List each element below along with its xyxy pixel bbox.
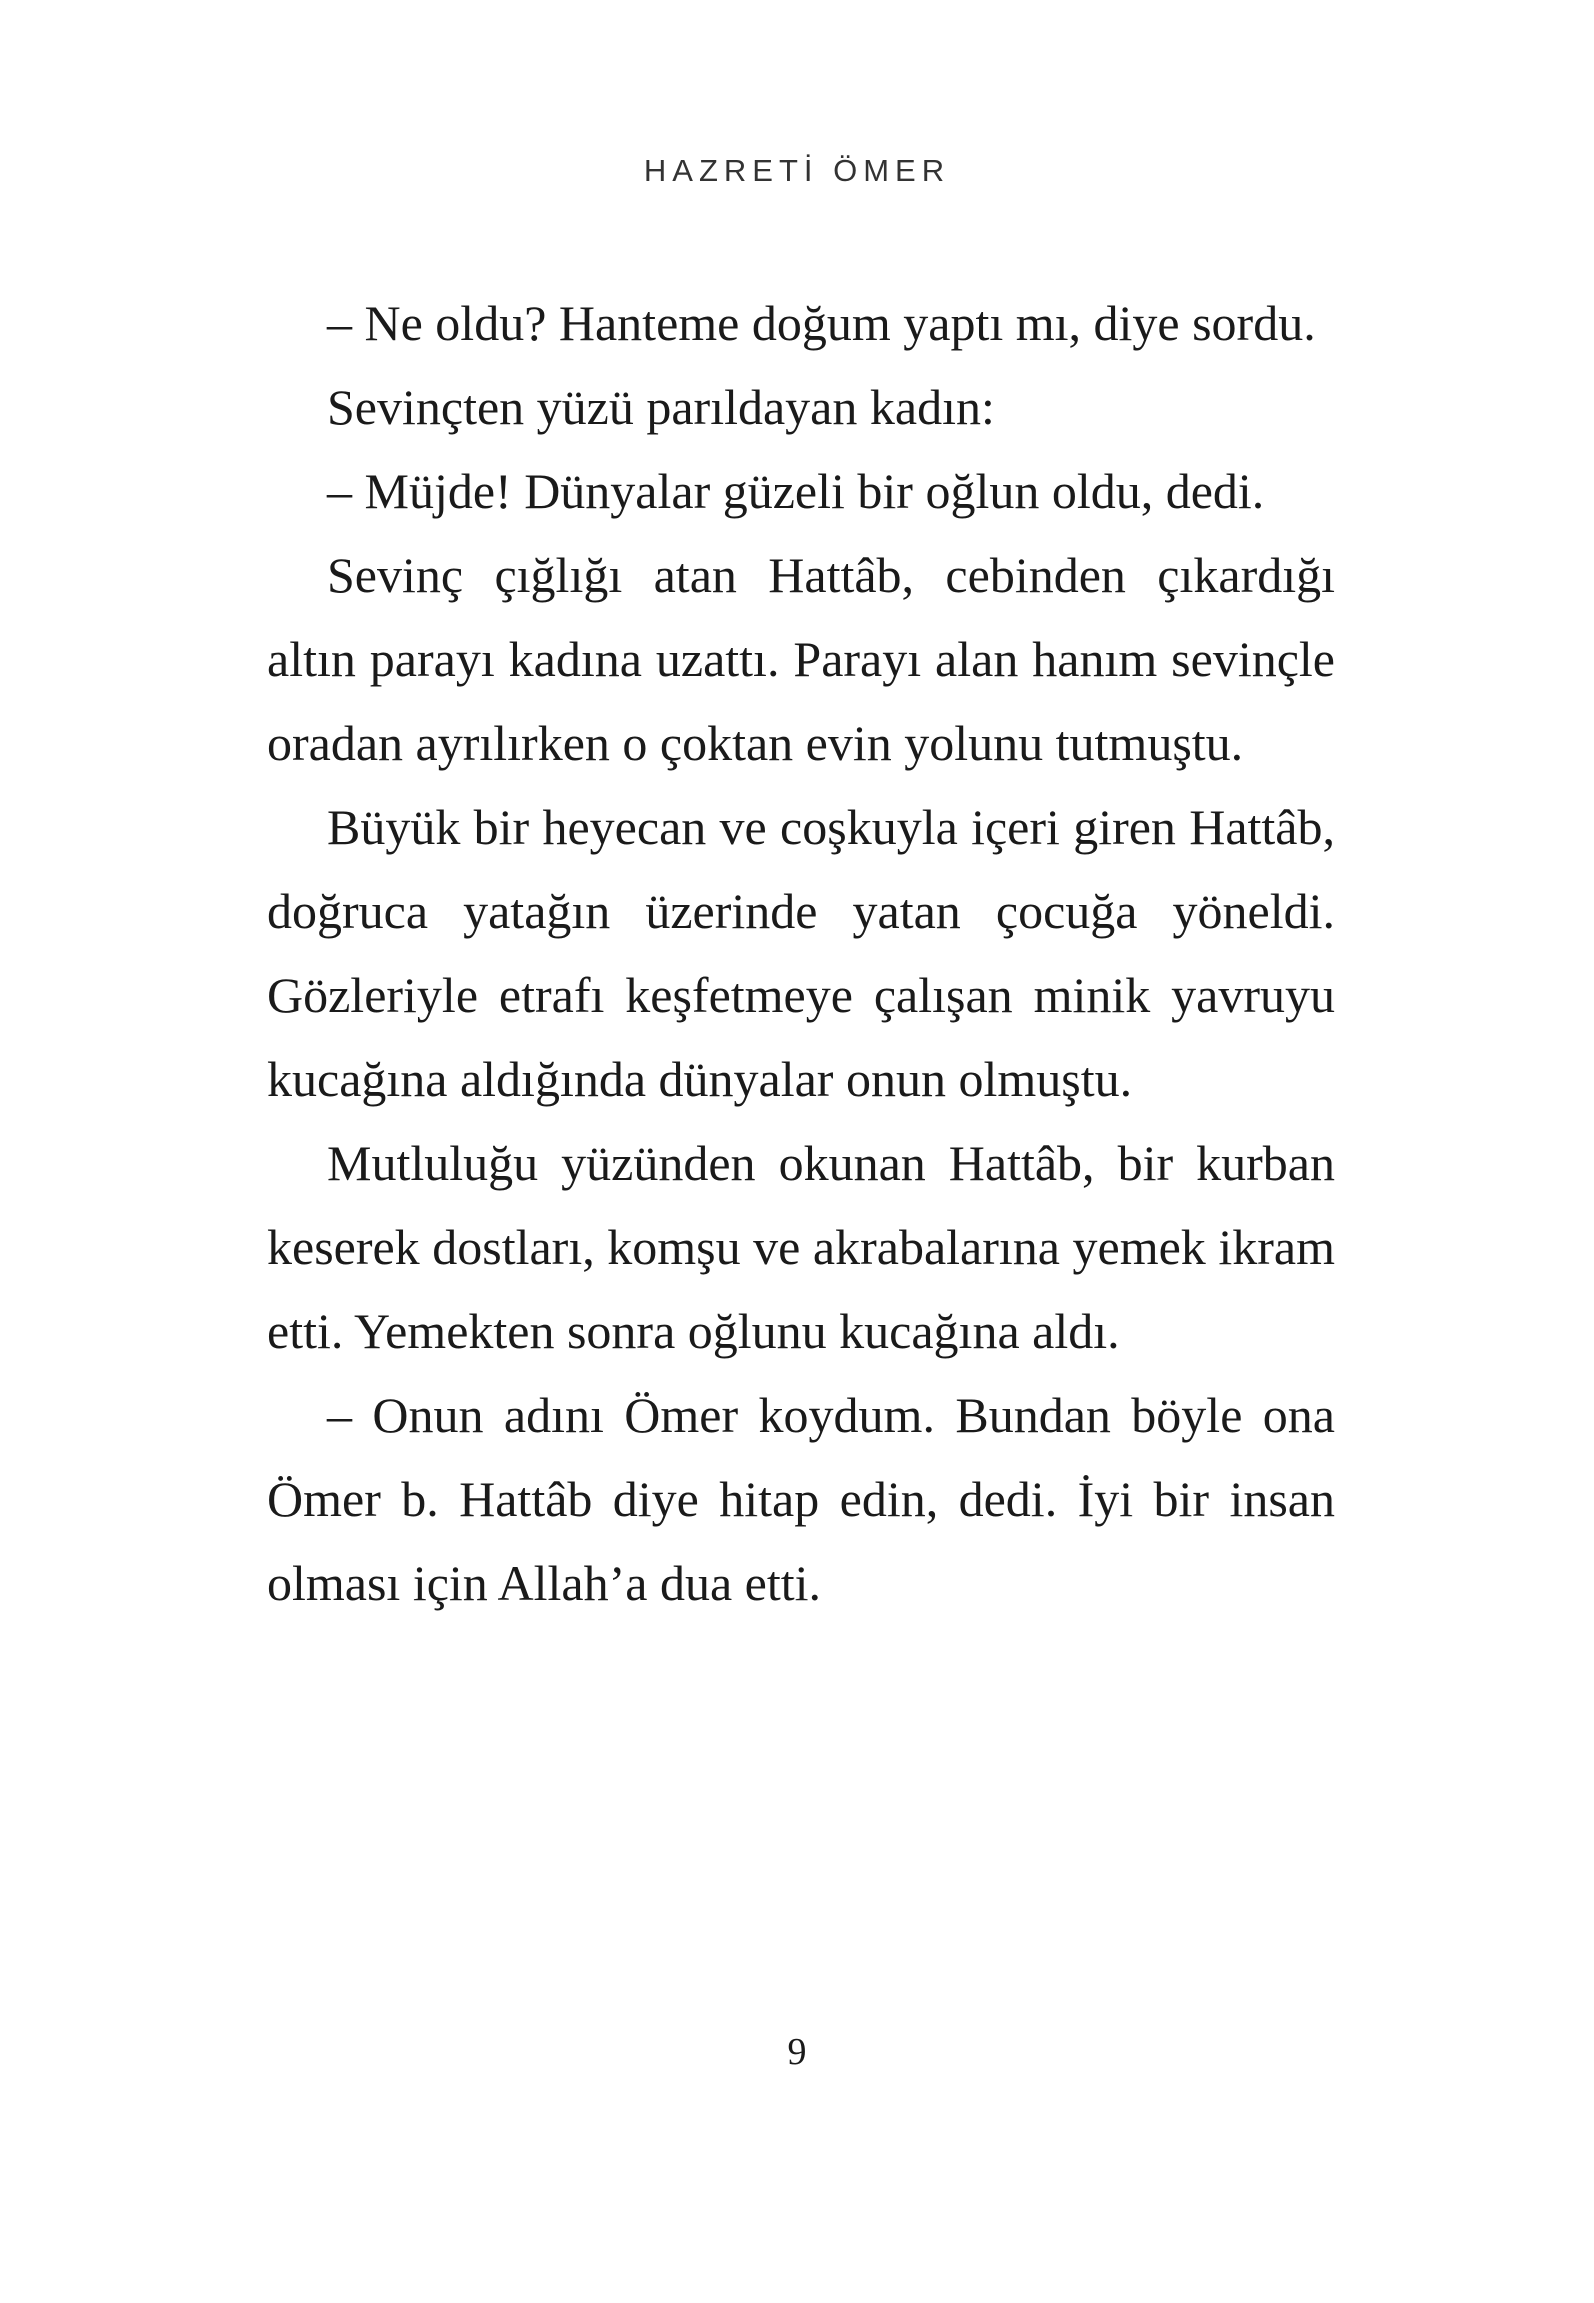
paragraph-hattab-joy: Sevinç çığlığı atan Hattâb, cebinden çıkardığı altın parayı kadına uzattı. Parayı alan hanım sevinçle oradan ayrılırken o çoktan evin yolunu tutmuştu.: [267, 547, 1335, 771]
paragraph-woman-intro: Sevinçten yüzü parıldayan kadın:: [327, 379, 995, 435]
paragraph-celebration: Mutluluğu yüzünden okunan Hattâb, bir kurban keserek dostları, komşu ve akrabalarına yemek ikram etti. Yemekten sonra oğlunu kucağına aldı.: [267, 1135, 1335, 1359]
body-text: [267, 281, 1335, 1625]
paragraph-hattab-child: Büyük bir heyecan ve coşkuyla içeri giren Hattâb, doğruca yatağın üzerinde yatan çocuğa yöneldi. Gözleriyle etrafı keşfetmeye çalışan minik yavruyu kucağına aldığında dünyalar onun olmuştu.: [267, 799, 1335, 1107]
running-head: HAZRETİ ÖMER: [643, 153, 951, 188]
paragraph-naming: – Onun adını Ömer koydum. Bundan böyle ona Ömer b. Hattâb diye hitap edin, dedi. İyi bir insan olması için Allah’a dua etti.: [267, 1387, 1335, 1611]
paragraph-dialogue-question: – Ne oldu? Hanteme doğum yaptı mı, diye sordu.: [327, 295, 1316, 351]
page-number: 9: [787, 2031, 807, 2073]
paragraph-dialogue-good-news: – Müjde! Dünyalar güzeli bir oğlun oldu, dedi.: [327, 463, 1265, 519]
